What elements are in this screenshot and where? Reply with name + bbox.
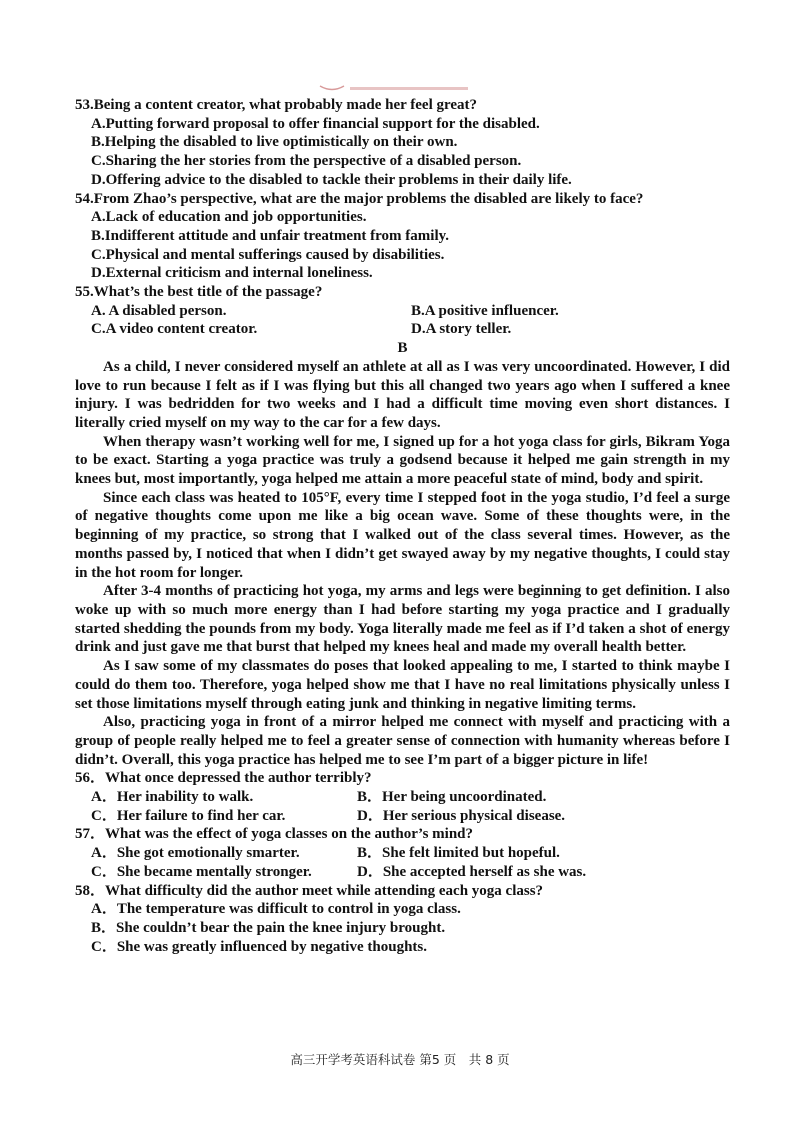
q57-options-row-1 [75, 844, 730, 863]
question-57: 57．What was the effect of yoga classes on the author’s mind? [75, 826, 474, 843]
q55-options-row-1 [75, 302, 730, 321]
q54-option-c: C.Physical and mental sufferings caused by disabilities. [91, 246, 445, 263]
question-54: 54.From Zhao’s perspective, what are the major problems the disabled are likely to face? [75, 190, 644, 207]
q53-option-d: D.Offering advice to the disabled to tackle their problems in their daily life. [91, 171, 572, 188]
q56-options-row-1 [75, 788, 730, 807]
q55-option-a: A. A disabled person. [91, 302, 227, 319]
q56-options-row-2 [75, 807, 730, 826]
q55-option-b: B.A positive influencer. [411, 302, 559, 319]
question-56: 56．What once depressed the author terribly? [75, 770, 372, 787]
q57-option-d: D．She accepted herself as she was. [357, 863, 587, 880]
q57-option-b: B．She felt limited but hopeful. [357, 845, 560, 862]
q53-option-c: C.Sharing the her stories from the perspective of a disabled person. [91, 153, 522, 170]
passage-paragraph-6: Also, practicing yoga in front of a mirror helped me connect with myself and practicing with a group of people really helped me to feel a greater sense of connection with humanity whereas before I didn’t. Overall, this yoga practice has helped me to see I’m part of a bigger picture in life! [75, 714, 730, 768]
q57-option-c: C．She became mentally stronger. [91, 863, 312, 880]
section-b-title: B [397, 340, 408, 357]
passage-paragraph-3: Since each class was heated to 105°F, every time I stepped foot in the yoga studio, I’d feel a surge of negative thoughts come upon me like a big ocean wave. Some of these thoughts were, in the beginning of my practice, so strong that I walked out of the class several times. However, as the months passed by, I noticed that when I didn’t get swayed away by my negative thoughts, I could stay in the hot room for longer. [75, 489, 730, 581]
page-footer: 高三开学考英语科试卷 第5 页 共 8 页 [290, 1052, 510, 1067]
q54-option-b: B.Indifferent attitude and unfair treatment from family. [91, 227, 450, 244]
q55-option-c: C.A video content creator. [91, 321, 258, 338]
q56-option-d: D．Her serious physical disease. [357, 807, 566, 824]
q54-option-a: A.Lack of education and job opportunities. [91, 209, 367, 226]
q57-option-a: A．She got emotionally smarter. [91, 845, 300, 862]
q56-option-b: B．Her being uncoordinated. [357, 789, 547, 806]
exam-content [75, 96, 730, 956]
question-58: 58．What difficulty did the author meet while attending each yoga class? [75, 882, 544, 899]
q55-options-row-2 [75, 320, 730, 339]
q57-options-row-2 [75, 863, 730, 882]
passage-paragraph-1: As a child, I never considered myself an athlete at all as I was very uncoordinated. However, I did love to run because I felt as if I was flying but this all changed two years ago when I suffered a knee injury. I was bedridden for two weeks and I had a difficult time moving even short distances. I literally cried myself on my way to the car for a few days. [75, 358, 730, 431]
q55-option-d: D.A story teller. [411, 321, 512, 338]
q54-option-d: D.External criticism and internal loneliness. [91, 265, 373, 282]
q58-option-c: C．She was greatly influenced by negative thoughts. [91, 938, 427, 955]
school-logo-watermark [318, 84, 478, 94]
passage-paragraph-4: After 3-4 months of practicing hot yoga, my arms and legs were beginning to get definition. I also woke up with so much more energy than I had before starting my yoga practice and I gradually started shedding the pounds from my body. Yoga literally made me feel as if I’d taken a shot of energy drink and just gave me that burst that helped my knees heal and made my overall health better. [75, 583, 730, 656]
q56-option-a: A．Her inability to walk. [91, 789, 254, 806]
passage-paragraph-2: When therapy wasn’t working well for me, I signed up for a hot yoga class for girls, Bikram Yoga to be exact. Starting a yoga practice was truly a godsend because it helped me gain strength in my knees but, most importantly, yoga helped me attain a more peaceful state of mind, body and spirit. [75, 433, 730, 488]
question-53: 53.Being a content creator, what probably made her feel great? [75, 97, 478, 113]
q56-option-c: C．Her failure to find her car. [91, 807, 286, 824]
q58-option-b: B．She couldn’t bear the pain the knee injury brought. [91, 919, 446, 936]
q53-option-a: A.Putting forward proposal to offer financial support for the disabled. [91, 115, 540, 132]
question-55: 55.What’s the best title of the passage? [75, 284, 323, 301]
q58-option-a: A．The temperature was difficult to control in yoga class. [91, 901, 461, 918]
passage-paragraph-5: As I saw some of my classmates do poses that looked appealing to me, I started to think maybe I could do them too. Therefore, yoga helped show me that I have no real limitations physically unless I set those limitations myself through eating junk and thinking in negative limiting terms. [75, 658, 730, 712]
q53-option-b: B.Helping the disabled to live optimistically on their own. [91, 134, 458, 151]
